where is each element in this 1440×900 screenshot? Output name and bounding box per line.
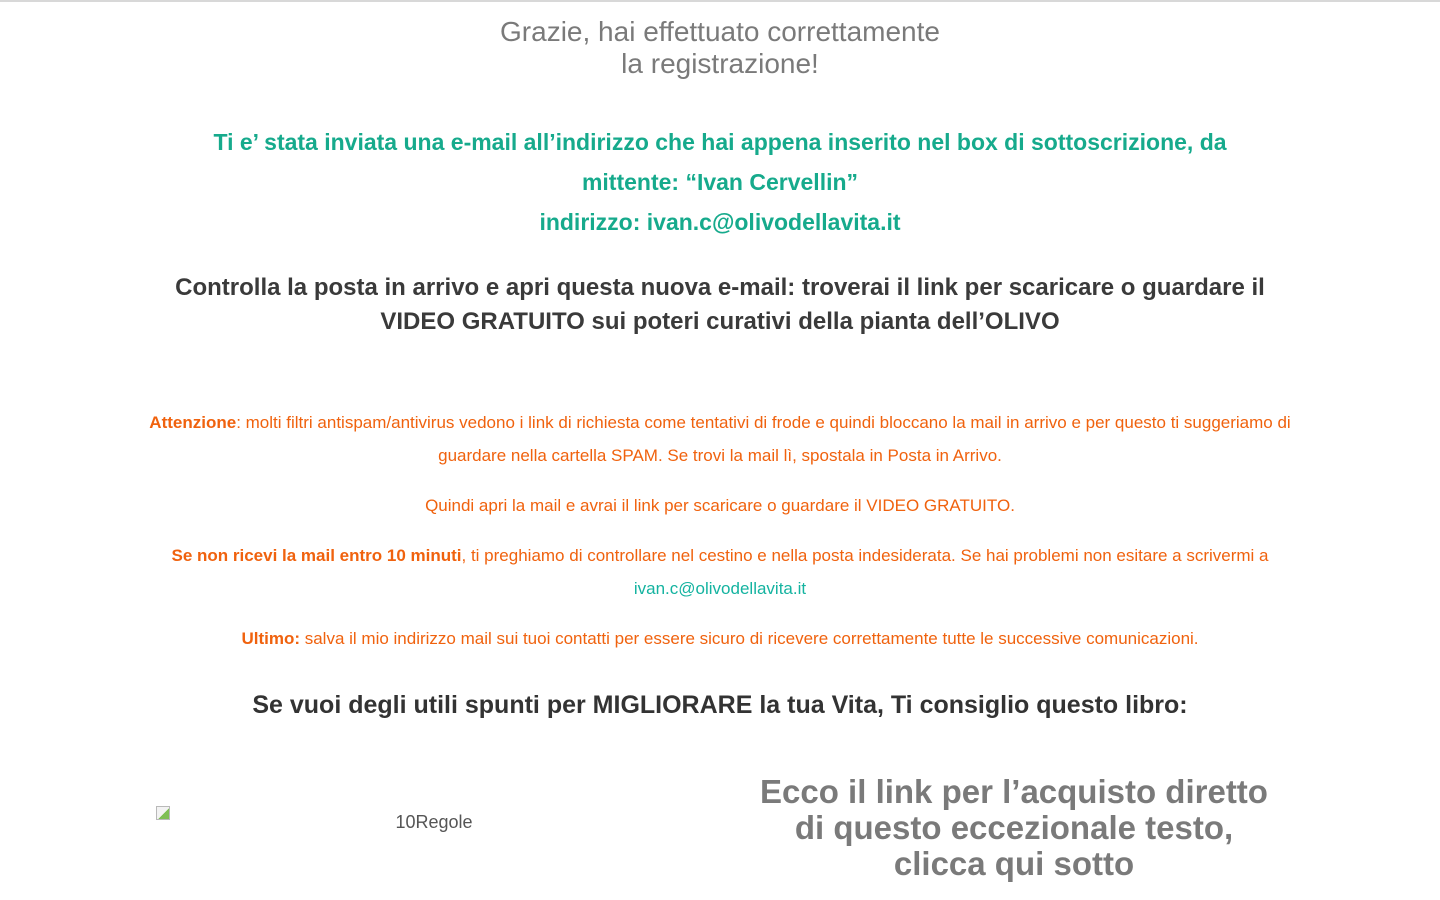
open-mail-notice: Quindi apri la mail e avrai il link per scaricare o guardare il VIDEO GRATUITO.	[425, 496, 1015, 515]
email-sent-address: indirizzo: ivan.c@olivodellavita.it	[539, 209, 901, 235]
email-sent-line-1: Ti e’ stata inviata una e-mail all’indirizzo che hai appena inserito nel box di sottoscrizione, da	[213, 129, 1227, 155]
top-divider	[0, 0, 1440, 2]
book-image[interactable]	[156, 806, 716, 846]
page-title-line-2: la registrazione!	[621, 48, 819, 79]
email-sent-message	[140, 122, 1300, 242]
book-image-alt-text: 10Regole	[395, 812, 473, 832]
last-label: Ultimo:	[241, 629, 300, 648]
page-title-line-1: Grazie, hai effettuato correttamente	[500, 16, 940, 47]
page-title	[0, 16, 1440, 80]
attention-label: Attenzione	[149, 413, 237, 432]
attention-text: : molti filtri antispam/antivirus vedono i link di richiesta come tentativi di frode e quindi bloccano la mail in arrivo e per questo ti suggeriamo di guardare nella cartella SPAM. Se trovi la mail lì, spostala in Posta in Arrivo.	[236, 413, 1291, 465]
purchase-link-heading	[740, 774, 1288, 882]
contact-email-link[interactable]: ivan.c@olivodellavita.it	[633, 579, 807, 598]
no-receive-notice	[140, 539, 1300, 605]
book-recommendation-heading: Se vuoi degli utili spunti per MIGLIORARE la tua Vita, Ti consiglio questo libro:	[252, 691, 1188, 719]
email-sent-sender: mittente: “Ivan Cervellin”	[581, 169, 859, 195]
last-notice	[140, 622, 1300, 655]
purchase-heading-line-1: Ecco il link per l’acquisto diretto	[760, 773, 1268, 810]
purchase-heading-line-2: di questo eccezionale testo,	[794, 809, 1234, 846]
no-receive-text: , ti preghiamo di controllare nel cestino e nella posta indesiderata. Se hai problemi non esitare a scrivermi a	[461, 546, 1269, 565]
check-inbox-message: Controlla la posta in arrivo e apri questa nuova e-mail: troverai il link per scaricare o guardare il VIDEO GRATUITO sui poteri curativi della pianta dell’OLIVO	[175, 274, 1265, 335]
last-text: salva il mio indirizzo mail sui tuoi contatti per essere sicuro di ricevere correttamente tutte le successive comunicazioni.	[300, 629, 1199, 648]
attention-notice	[140, 406, 1300, 472]
purchase-heading-line-3: clicca qui sotto	[893, 845, 1135, 882]
no-receive-label: Se non ricevi la mail entro 10 minuti	[171, 546, 462, 565]
